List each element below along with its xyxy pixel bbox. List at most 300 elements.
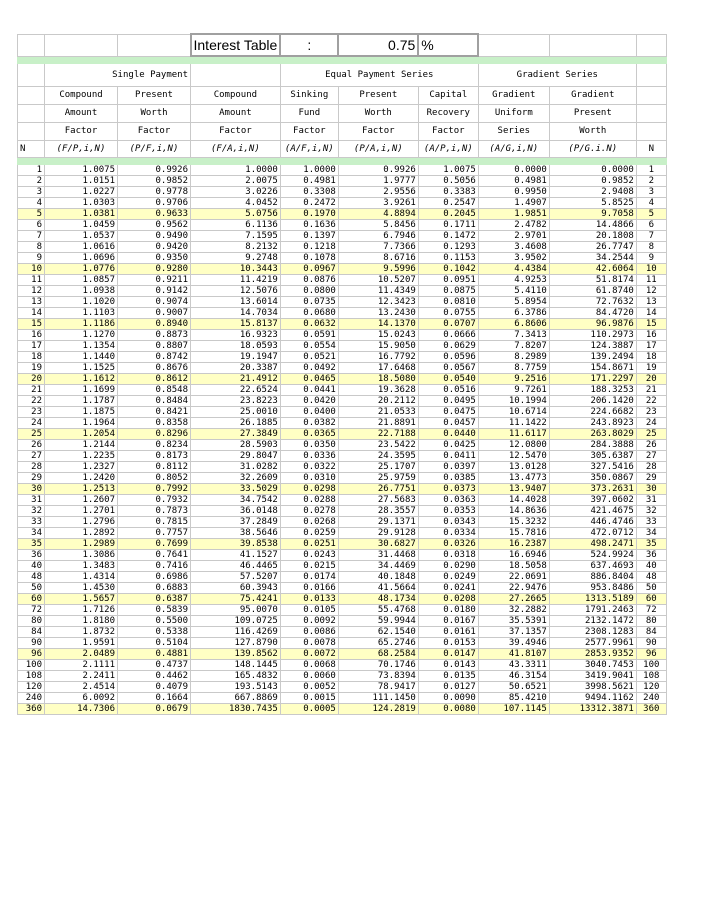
factor-cell: 305.6387 <box>549 451 636 462</box>
period-n-cell: 35 <box>18 539 45 550</box>
factor-cell: 2.9556 <box>338 187 418 198</box>
factor-cell: 1.1270 <box>45 330 118 341</box>
factor-cell: 350.0867 <box>549 473 636 484</box>
factor-cell: 2853.9352 <box>549 649 636 660</box>
factor-cell: 16.7792 <box>338 352 418 363</box>
factor-cell: 0.9950 <box>478 187 549 198</box>
factor-cell: 0.0735 <box>280 297 338 308</box>
table-row <box>18 341 667 352</box>
factor-cell: 1.3483 <box>45 561 118 572</box>
table-row <box>18 396 667 407</box>
factor-cell: 11.1422 <box>478 418 549 429</box>
col-header-line3: Factor <box>280 123 338 141</box>
period-n-cell: 21 <box>636 385 666 396</box>
factor-cell: 0.0629 <box>418 341 478 352</box>
factor-cell: 12.3423 <box>338 297 418 308</box>
factor-cell: 41.8107 <box>478 649 549 660</box>
factor-cell: 27.2665 <box>478 594 549 605</box>
table-row <box>18 638 667 649</box>
function-notation: (P/G.i.N) <box>549 141 636 158</box>
period-n-cell: 40 <box>18 561 45 572</box>
factor-cell: 0.9562 <box>118 220 191 231</box>
table-row <box>18 220 667 231</box>
period-n-cell: 30 <box>636 484 666 495</box>
function-notation: (P/F,i,N) <box>118 141 191 158</box>
factor-cell: 0.1218 <box>280 242 338 253</box>
factor-cell: 33.5029 <box>191 484 281 495</box>
factor-cell: 28.3557 <box>338 506 418 517</box>
factor-cell: 85.4210 <box>478 693 549 704</box>
period-n-cell: 50 <box>636 583 666 594</box>
factor-cell: 16.2387 <box>478 539 549 550</box>
factor-cell: 0.8742 <box>118 352 191 363</box>
period-n-cell: 28 <box>636 462 666 473</box>
table-row <box>18 616 667 627</box>
factor-cell: 0.1078 <box>280 253 338 264</box>
factor-cell: 4.4384 <box>478 264 549 275</box>
factor-cell: 15.3232 <box>478 517 549 528</box>
factor-cell: 1.4530 <box>45 583 118 594</box>
factor-cell: 25.9759 <box>338 473 418 484</box>
factor-cell: 1.0303 <box>45 198 118 209</box>
factor-cell: 0.0215 <box>280 561 338 572</box>
factor-cell: 15.0243 <box>338 330 418 341</box>
factor-cell: 2.0075 <box>191 176 281 187</box>
table-row <box>18 594 667 605</box>
period-n-cell: 4 <box>18 198 45 209</box>
factor-cell: 0.8484 <box>118 396 191 407</box>
factor-cell: 107.1145 <box>478 704 549 715</box>
factor-cell: 0.9211 <box>118 275 191 286</box>
factor-cell: 0.0135 <box>418 671 478 682</box>
period-n-cell: 8 <box>18 242 45 253</box>
factor-cell: 57.5207 <box>191 572 281 583</box>
function-notation: (A/G,i,N) <box>478 141 549 158</box>
factor-cell: 0.4981 <box>280 176 338 187</box>
factor-cell: 0.8940 <box>118 319 191 330</box>
factor-cell: 61.8740 <box>549 286 636 297</box>
factor-cell: 1.1440 <box>45 352 118 363</box>
factor-cell: 3.4608 <box>478 242 549 253</box>
factor-cell: 5.0756 <box>191 209 281 220</box>
factor-cell: 397.0602 <box>549 495 636 506</box>
factor-cell: 1.0857 <box>45 275 118 286</box>
col-header-line2: Worth <box>338 105 418 123</box>
col-header-line3: Worth <box>549 123 636 141</box>
group-single-payment: Single Payment <box>45 64 191 87</box>
table-row <box>18 462 667 473</box>
period-n-cell: 108 <box>18 671 45 682</box>
factor-cell: 1.4314 <box>45 572 118 583</box>
factor-cell: 953.8486 <box>549 583 636 594</box>
factor-cell: 373.2631 <box>549 484 636 495</box>
factor-cell: 21.0533 <box>338 407 418 418</box>
period-n-cell: 16 <box>636 330 666 341</box>
factor-cell: 0.0440 <box>418 429 478 440</box>
factor-cell: 1.0696 <box>45 253 118 264</box>
factor-cell: 78.9417 <box>338 682 418 693</box>
factor-cell: 109.0725 <box>191 616 281 627</box>
factor-cell: 0.0147 <box>418 649 478 660</box>
period-n-cell: 6 <box>18 220 45 231</box>
table-row <box>18 374 667 385</box>
factor-cell: 1.9851 <box>478 209 549 220</box>
factor-cell: 20.1808 <box>549 231 636 242</box>
factor-cell: 0.0298 <box>280 484 338 495</box>
factor-cell: 0.6883 <box>118 583 191 594</box>
factor-cell: 0.0967 <box>280 264 338 275</box>
period-n-cell: 25 <box>636 429 666 440</box>
factor-cell: 0.0318 <box>418 550 478 561</box>
factor-cell: 1.0000 <box>191 165 281 176</box>
table-row <box>18 660 667 671</box>
factor-cell: 1.1964 <box>45 418 118 429</box>
period-n-cell: 108 <box>636 671 666 682</box>
factor-cell: 9.7261 <box>478 385 549 396</box>
factor-cell: 127.8790 <box>191 638 281 649</box>
factor-cell: 0.1042 <box>418 264 478 275</box>
factor-cell: 188.3253 <box>549 385 636 396</box>
factor-cell: 148.1445 <box>191 660 281 671</box>
factor-cell: 0.8807 <box>118 341 191 352</box>
factor-cell: 0.0259 <box>280 528 338 539</box>
factor-cell: 15.9050 <box>338 341 418 352</box>
table-row <box>18 308 667 319</box>
table-row <box>18 605 667 616</box>
factor-cell: 3.9502 <box>478 253 549 264</box>
factor-cell: 1.0938 <box>45 286 118 297</box>
factor-cell: 39.8538 <box>191 539 281 550</box>
factor-cell: 62.1540 <box>338 627 418 638</box>
factor-cell: 0.0166 <box>280 583 338 594</box>
table-row <box>18 264 667 275</box>
period-n-cell: 36 <box>636 550 666 561</box>
factor-cell: 0.0441 <box>280 385 338 396</box>
factor-cell: 0.0052 <box>280 682 338 693</box>
function-notation: (F/A,i,N) <box>191 141 281 158</box>
factor-cell: 0.0143 <box>418 660 478 671</box>
table-row <box>18 176 667 187</box>
table-row <box>18 528 667 539</box>
factor-cell: 1.2513 <box>45 484 118 495</box>
header-row-2 <box>18 105 667 123</box>
period-n-cell: 90 <box>18 638 45 649</box>
factor-cell: 27.5683 <box>338 495 418 506</box>
period-n-cell: 2 <box>18 176 45 187</box>
factor-cell: 32.2882 <box>478 605 549 616</box>
factor-cell: 36.0148 <box>191 506 281 517</box>
header-function-row <box>18 141 667 158</box>
period-n-cell: 3 <box>636 187 666 198</box>
period-n-cell: 23 <box>18 407 45 418</box>
period-n-cell: 1 <box>18 165 45 176</box>
factor-cell: 0.0167 <box>418 616 478 627</box>
factor-cell: 19.1947 <box>191 352 281 363</box>
factor-cell: 0.0567 <box>418 363 478 374</box>
factor-cell: 55.4768 <box>338 605 418 616</box>
factor-cell: 4.8894 <box>338 209 418 220</box>
factor-cell: 1.9591 <box>45 638 118 649</box>
period-n-cell: 48 <box>636 572 666 583</box>
factor-cell: 38.5646 <box>191 528 281 539</box>
factor-cell: 0.0591 <box>280 330 338 341</box>
period-n-cell: 33 <box>18 517 45 528</box>
factor-cell: 9.7058 <box>549 209 636 220</box>
factor-cell: 1.2235 <box>45 451 118 462</box>
factor-cell: 886.8404 <box>549 572 636 583</box>
table-row <box>18 209 667 220</box>
factor-cell: 1.3086 <box>45 550 118 561</box>
factor-cell: 21.4912 <box>191 374 281 385</box>
table-row <box>18 682 667 693</box>
factor-cell: 14.7034 <box>191 308 281 319</box>
period-n-cell: 8 <box>636 242 666 253</box>
factor-cell: 1.2892 <box>45 528 118 539</box>
group-equal-payment: Equal Payment Series <box>280 64 478 87</box>
factor-cell: 31.0282 <box>191 462 281 473</box>
factor-cell: 0.8873 <box>118 330 191 341</box>
period-n-cell: 4 <box>636 198 666 209</box>
factor-cell: 0.5338 <box>118 627 191 638</box>
period-n-cell: 72 <box>636 605 666 616</box>
factor-cell: 0.0382 <box>280 418 338 429</box>
factor-cell: 8.7759 <box>478 363 549 374</box>
factor-cell: 5.8456 <box>338 220 418 231</box>
factor-cell: 1.2054 <box>45 429 118 440</box>
factor-cell: 14.4028 <box>478 495 549 506</box>
period-n-cell: 13 <box>18 297 45 308</box>
factor-cell: 0.0373 <box>418 484 478 495</box>
factor-cell: 7.1595 <box>191 231 281 242</box>
col-header-line2: Worth <box>118 105 191 123</box>
factor-cell: 263.8029 <box>549 429 636 440</box>
factor-cell: 7.8207 <box>478 341 549 352</box>
table-row <box>18 187 667 198</box>
band-row <box>18 158 667 165</box>
factor-cell: 1.0000 <box>280 165 338 176</box>
factor-cell: 0.2472 <box>280 198 338 209</box>
table-row <box>18 330 667 341</box>
factor-cell: 0.0475 <box>418 407 478 418</box>
factor-cell: 0.3308 <box>280 187 338 198</box>
factor-cell: 0.0161 <box>418 627 478 638</box>
table-row <box>18 319 667 330</box>
factor-cell: 6.3786 <box>478 308 549 319</box>
factor-cell: 34.4469 <box>338 561 418 572</box>
factor-cell: 0.8358 <box>118 418 191 429</box>
table-row <box>18 286 667 297</box>
factor-cell: 0.0005 <box>280 704 338 715</box>
table-row <box>18 649 667 660</box>
factor-cell: 1.0459 <box>45 220 118 231</box>
factor-cell: 13.4773 <box>478 473 549 484</box>
col-header-line2: Uniform <box>478 105 549 123</box>
factor-cell: 9.2748 <box>191 253 281 264</box>
factor-cell: 0.0495 <box>418 396 478 407</box>
period-n-cell: 72 <box>18 605 45 616</box>
table-row <box>18 671 667 682</box>
col-header-line3: Factor <box>418 123 478 141</box>
factor-cell: 13312.3871 <box>549 704 636 715</box>
factor-cell: 2.9701 <box>478 231 549 242</box>
period-n-cell: 100 <box>636 660 666 671</box>
factor-cell: 0.8296 <box>118 429 191 440</box>
factor-cell: 16.9323 <box>191 330 281 341</box>
factor-cell: 6.0092 <box>45 693 118 704</box>
col-header-line3: Factor <box>191 123 281 141</box>
factor-cell: 1830.7435 <box>191 704 281 715</box>
factor-cell: 0.0000 <box>478 165 549 176</box>
table-row <box>18 473 667 484</box>
factor-cell: 2577.9961 <box>549 638 636 649</box>
factor-cell: 0.0596 <box>418 352 478 363</box>
factor-cell: 0.0251 <box>280 539 338 550</box>
factor-cell: 0.7873 <box>118 506 191 517</box>
table-row <box>18 165 667 176</box>
period-n-cell: 15 <box>636 319 666 330</box>
factor-cell: 9.2516 <box>478 374 549 385</box>
factor-cell: 20.2112 <box>338 396 418 407</box>
factor-cell: 0.7757 <box>118 528 191 539</box>
factor-cell: 8.2132 <box>191 242 281 253</box>
factor-cell: 35.5391 <box>478 616 549 627</box>
factor-cell: 0.0080 <box>418 704 478 715</box>
table-row <box>18 484 667 495</box>
factor-cell: 39.4946 <box>478 638 549 649</box>
factor-cell: 0.0278 <box>280 506 338 517</box>
factor-cell: 60.3943 <box>191 583 281 594</box>
factor-cell: 42.6064 <box>549 264 636 275</box>
factor-cell: 10.5207 <box>338 275 418 286</box>
period-n-cell: 34 <box>18 528 45 539</box>
factor-cell: 1.1787 <box>45 396 118 407</box>
factor-cell: 0.0174 <box>280 572 338 583</box>
factor-cell: 0.9350 <box>118 253 191 264</box>
factor-cell: 0.5839 <box>118 605 191 616</box>
period-n-cell: 240 <box>18 693 45 704</box>
factor-cell: 0.0000 <box>549 165 636 176</box>
factor-cell: 22.7188 <box>338 429 418 440</box>
factor-cell: 1.1186 <box>45 319 118 330</box>
factor-cell: 1791.2463 <box>549 605 636 616</box>
factor-cell: 0.0092 <box>280 616 338 627</box>
period-n-cell: 32 <box>636 506 666 517</box>
factor-cell: 0.5500 <box>118 616 191 627</box>
factor-cell: 1.0075 <box>45 165 118 176</box>
period-n-cell: 11 <box>636 275 666 286</box>
factor-cell: 2.4514 <box>45 682 118 693</box>
col-header-line2: Present <box>549 105 636 123</box>
table-row <box>18 627 667 638</box>
factor-cell: 0.0457 <box>418 418 478 429</box>
factor-cell: 0.0876 <box>280 275 338 286</box>
factor-cell: 1.8732 <box>45 627 118 638</box>
col-header-line1: Compound <box>45 87 118 105</box>
table-row <box>18 275 667 286</box>
factor-cell: 0.0336 <box>280 451 338 462</box>
factor-cell: 95.0070 <box>191 605 281 616</box>
factor-cell: 3040.7453 <box>549 660 636 671</box>
period-n-cell: 22 <box>18 396 45 407</box>
data-rows <box>18 165 667 715</box>
factor-cell: 29.1371 <box>338 517 418 528</box>
factor-cell: 0.0105 <box>280 605 338 616</box>
factor-cell: 1.1875 <box>45 407 118 418</box>
table-row <box>18 429 667 440</box>
factor-cell: 3.0226 <box>191 187 281 198</box>
factor-cell: 0.0322 <box>280 462 338 473</box>
table-row <box>18 242 667 253</box>
period-n-cell: 14 <box>636 308 666 319</box>
factor-cell: 0.0679 <box>118 704 191 715</box>
col-header-line1: Present <box>338 87 418 105</box>
factor-cell: 0.6387 <box>118 594 191 605</box>
factor-cell: 1.2796 <box>45 517 118 528</box>
factor-cell: 0.4462 <box>118 671 191 682</box>
factor-cell: 1.1354 <box>45 341 118 352</box>
factor-cell: 0.0492 <box>280 363 338 374</box>
factor-cell: 116.4269 <box>191 627 281 638</box>
period-n-cell: 16 <box>18 330 45 341</box>
factor-cell: 23.5422 <box>338 440 418 451</box>
factor-cell: 14.8636 <box>478 506 549 517</box>
factor-cell: 68.2584 <box>338 649 418 660</box>
factor-cell: 0.0363 <box>418 495 478 506</box>
period-n-cell: 31 <box>636 495 666 506</box>
factor-cell: 1.1612 <box>45 374 118 385</box>
factor-cell: 2.4782 <box>478 220 549 231</box>
factor-cell: 0.9778 <box>118 187 191 198</box>
factor-cell: 0.0015 <box>280 693 338 704</box>
factor-cell: 32.2609 <box>191 473 281 484</box>
factor-cell: 446.4746 <box>549 517 636 528</box>
period-n-cell: 10 <box>636 264 666 275</box>
table-row <box>18 385 667 396</box>
period-n-cell: 60 <box>18 594 45 605</box>
factor-cell: 243.8923 <box>549 418 636 429</box>
n-header-right: N <box>636 141 666 158</box>
table-row <box>18 704 667 715</box>
factor-cell: 193.5143 <box>191 682 281 693</box>
factor-cell: 10.1994 <box>478 396 549 407</box>
factor-cell: 12.0800 <box>478 440 549 451</box>
period-n-cell: 7 <box>18 231 45 242</box>
period-n-cell: 9 <box>18 253 45 264</box>
factor-cell: 0.2045 <box>418 209 478 220</box>
period-n-cell: 240 <box>636 693 666 704</box>
factor-cell: 1313.5189 <box>549 594 636 605</box>
factor-cell: 29.9128 <box>338 528 418 539</box>
factor-cell: 59.9944 <box>338 616 418 627</box>
factor-cell: 22.0691 <box>478 572 549 583</box>
factor-cell: 498.2471 <box>549 539 636 550</box>
factor-cell: 139.8562 <box>191 649 281 660</box>
factor-cell: 41.1527 <box>191 550 281 561</box>
factor-cell: 0.9007 <box>118 308 191 319</box>
factor-cell: 0.0133 <box>280 594 338 605</box>
period-n-cell: 21 <box>18 385 45 396</box>
factor-cell: 2.2411 <box>45 671 118 682</box>
factor-cell: 11.4219 <box>191 275 281 286</box>
function-notation: (P/A,i,N) <box>338 141 418 158</box>
factor-cell: 0.8548 <box>118 385 191 396</box>
period-n-cell: 14 <box>18 308 45 319</box>
col-header-line2: Fund <box>280 105 338 123</box>
period-n-cell: 120 <box>18 682 45 693</box>
factor-cell: 111.1450 <box>338 693 418 704</box>
factor-cell: 0.0208 <box>418 594 478 605</box>
factor-cell: 12.5470 <box>478 451 549 462</box>
